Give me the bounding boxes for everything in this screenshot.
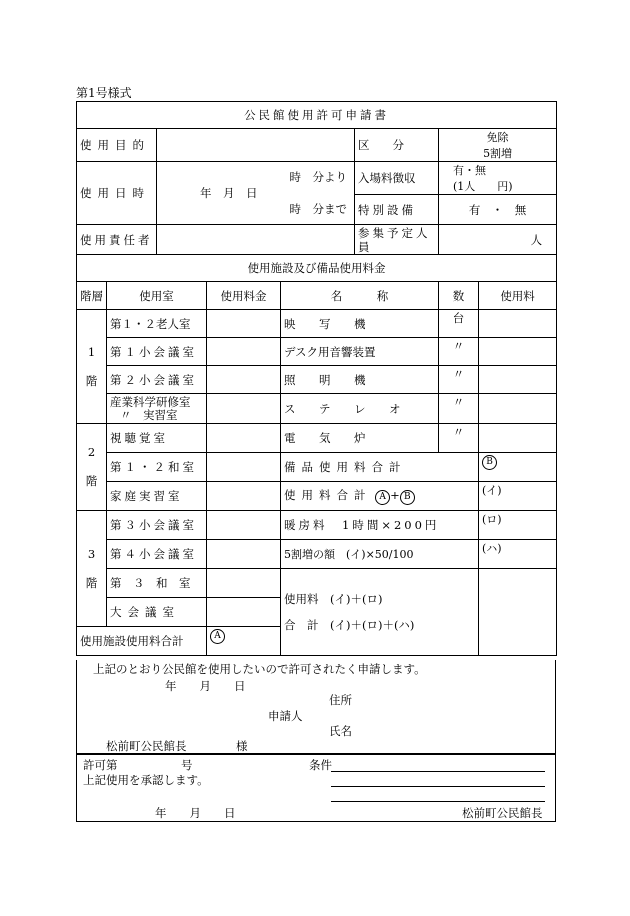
item-3-fee[interactable]: [479, 366, 557, 394]
conditions-line-2[interactable]: [331, 786, 545, 787]
form-title: 公民館使用許可申請書: [77, 102, 557, 129]
time-from: 時 分より: [289, 170, 347, 184]
purpose-field[interactable]: [157, 129, 355, 162]
room-4: [107, 394, 207, 424]
room-7: 家庭実習室: [107, 482, 207, 511]
room-1-fee[interactable]: [207, 310, 281, 338]
floor-3-label: 階: [85, 575, 98, 590]
facility-total-label: 使用施設使用料合計: [77, 627, 207, 656]
room-7-fee[interactable]: [207, 482, 281, 511]
conditions-line-1[interactable]: [331, 771, 545, 772]
entry-fee-field[interactable]: [439, 162, 557, 195]
room-10: 第 ３ 和 室: [107, 569, 207, 598]
floor-3: [77, 511, 107, 627]
entry-fee-yes-no: 有・無: [453, 164, 486, 177]
equipment-total-field[interactable]: [479, 453, 557, 482]
manager-label: 使用責任者: [77, 225, 157, 255]
item-4-fee[interactable]: [479, 394, 557, 424]
room-4-fee[interactable]: [207, 394, 281, 424]
floor-1: [77, 310, 107, 424]
permit-label: 許可第: [83, 758, 118, 772]
fee-total-formula: A + B: [375, 488, 415, 502]
room-5: 視聴覚室: [107, 424, 207, 453]
addressee-honorific: 様: [236, 739, 248, 753]
item-2-fee[interactable]: [479, 338, 557, 366]
conditions-line-3[interactable]: [331, 801, 545, 802]
mark-a-icon: A: [210, 629, 225, 644]
room-5-fee[interactable]: [207, 424, 281, 453]
purpose-label: 使用目的: [77, 129, 157, 162]
item-3: 照 明 機: [281, 366, 439, 394]
room-4-line-2: 〃 実習室: [120, 407, 178, 422]
item-1-qty[interactable]: 台: [439, 310, 479, 338]
item-1-fee[interactable]: [479, 310, 557, 338]
heating-label: 暖房料 1時間×200円: [281, 511, 479, 540]
form-table: [76, 101, 557, 656]
col-quantity: 数: [439, 282, 479, 310]
col-floor: 階層: [77, 282, 107, 310]
item-4-qty[interactable]: 〃: [439, 394, 479, 424]
application-date[interactable]: 年 月 日: [165, 679, 246, 693]
application-section: [76, 660, 556, 754]
floor-2-number: 2: [87, 445, 96, 459]
room-6-fee[interactable]: [207, 453, 281, 482]
col-item-name: 名 称: [281, 282, 439, 310]
mark-b-icon: B: [482, 455, 497, 470]
heating-field[interactable]: (ロ): [479, 511, 557, 540]
time-to: 時 分まで: [289, 202, 347, 216]
item-5-fee[interactable]: [479, 424, 557, 453]
approved-text: 上記使用を承認します。: [83, 773, 209, 787]
date-field[interactable]: [157, 162, 355, 225]
room-9: 第４小会議室: [107, 540, 207, 569]
application-statement: 上記のとおり公民館を使用したいので許可されたく申請します。: [93, 662, 426, 676]
floor-1-number: 1: [87, 344, 96, 359]
name-label: 氏名: [329, 724, 352, 738]
room-11: 大会議室: [107, 598, 207, 627]
col-room: 使用室: [107, 282, 207, 310]
room-10-fee[interactable]: [207, 569, 281, 598]
approval-signer: 松前町公民館長: [462, 806, 543, 820]
entry-fee-label: 入場料徴収: [355, 162, 439, 195]
item-2-qty[interactable]: 〃: [439, 338, 479, 366]
application-form: [76, 101, 556, 656]
equipment-total-label: 備品使用料合計: [281, 453, 479, 482]
addressee: 松前町公民館長: [106, 739, 187, 753]
category-exempt: 免除: [486, 131, 509, 144]
item-1: 映 写 機: [281, 310, 439, 338]
special-equipment-field[interactable]: 有 ・ 無: [439, 195, 557, 225]
conditions-label: 条件: [309, 758, 332, 772]
room-1: 第１・２老人室: [107, 310, 207, 338]
category-surcharge: 5割増: [483, 147, 513, 160]
mark-a-icon: A: [375, 490, 390, 505]
form-number: 第1号様式: [76, 86, 132, 100]
room-8: 第３小会議室: [107, 511, 207, 540]
item-2: デスク用音響装置: [281, 338, 439, 366]
date-ymd: 年 月 日: [200, 186, 258, 200]
grand-total-field[interactable]: [479, 569, 557, 656]
category-label: 区 分: [355, 129, 439, 162]
room-2: 第１小会議室: [107, 338, 207, 366]
attendees-label: 参集予定人員: [355, 225, 439, 255]
floor-3-number: 3: [87, 546, 96, 561]
item-5: 電 気 炉: [281, 424, 439, 453]
grand-total-label: [281, 569, 479, 656]
floor-1-label: 階: [85, 373, 98, 388]
special-equipment-label: 特別設備: [355, 195, 439, 225]
room-11-fee[interactable]: [207, 598, 281, 627]
room-6: 第１・２和室: [107, 453, 207, 482]
fee-total-text: 使用料合計: [284, 488, 372, 502]
fee-total-field[interactable]: (イ): [479, 482, 557, 511]
room-8-fee[interactable]: [207, 511, 281, 540]
approval-section: [76, 754, 556, 822]
address-label: 住所: [329, 693, 352, 707]
attendees-field[interactable]: 人: [439, 225, 557, 255]
mark-b-icon: B: [400, 490, 415, 505]
surcharge-field[interactable]: (ハ): [479, 540, 557, 569]
fee-sum-formula: 使用料 (イ)＋(ロ): [284, 592, 383, 606]
col-item-fee: 使用料: [479, 282, 557, 310]
room-9-fee[interactable]: [207, 540, 281, 569]
col-room-fee: 使用料金: [207, 282, 281, 310]
grand-total-formula: 合 計 (イ)＋(ロ)＋(ハ): [284, 618, 415, 632]
date-label: 使用日時: [77, 162, 157, 225]
room-4-line-1: 産業科学研修室: [110, 394, 191, 409]
floor-2: [77, 424, 107, 511]
floor-2-label: 階: [85, 474, 98, 488]
entry-fee-per-person: (1人 円): [453, 180, 513, 193]
surcharge-label: 5割増の額 (イ)×50/100: [281, 540, 479, 569]
manager-field[interactable]: [157, 225, 355, 255]
room-2-fee[interactable]: [207, 338, 281, 366]
permit-number-suffix: 号: [181, 758, 193, 772]
room-3-fee[interactable]: [207, 366, 281, 394]
item-4: ス テ レ オ: [281, 394, 439, 424]
item-3-qty[interactable]: 〃: [439, 366, 479, 394]
approval-date[interactable]: 年 月 日: [155, 806, 236, 820]
applicant-label: 申請人: [268, 709, 303, 723]
fees-title: 使用施設及び備品使用料金: [77, 255, 557, 282]
fee-total-label: [281, 482, 479, 511]
item-5-qty[interactable]: 〃: [439, 424, 479, 453]
room-3: 第２小会議室: [107, 366, 207, 394]
category-options[interactable]: [439, 129, 557, 162]
facility-total-field[interactable]: [207, 627, 281, 656]
